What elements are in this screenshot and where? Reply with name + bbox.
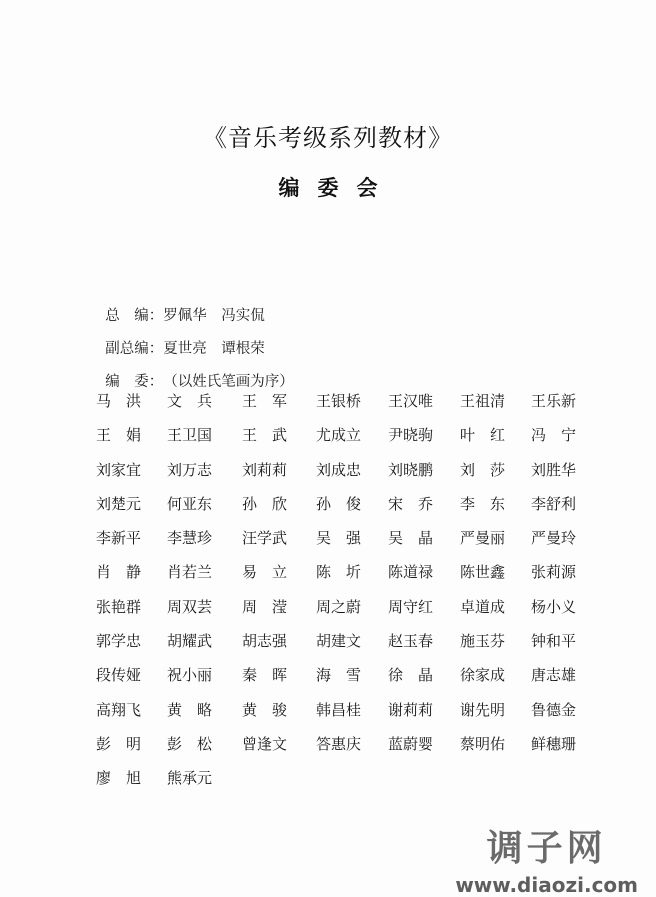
document-title: 《音乐考级系列教材》 <box>203 124 453 152</box>
member-name: 文兵 <box>167 392 228 410</box>
document-subtitle: 编委会 <box>278 176 396 200</box>
chief-editor-label: 总 编： <box>105 308 164 324</box>
member-name: 孙俊 <box>316 494 377 513</box>
chief-editor-line <box>96 288 265 325</box>
member-name: 刘楚元 <box>96 494 142 513</box>
member-name: 刘莉莉 <box>242 460 288 479</box>
committee-label: 编 委： <box>105 374 164 390</box>
member-name: 孙欣 <box>242 494 303 513</box>
member-name: 吴晶 <box>388 529 449 548</box>
member-name: 蓝蔚婴 <box>388 734 434 753</box>
member-name: 冯宁 <box>531 426 592 445</box>
member-name: 李东 <box>460 494 521 513</box>
member-name: 张莉源 <box>531 563 577 582</box>
member-name: 周滢 <box>242 597 303 616</box>
member-name: 黄骏 <box>242 700 303 719</box>
member-name: 蔡明佑 <box>460 734 506 753</box>
member-name: 秦晖 <box>242 666 303 685</box>
member-name: 汪学武 <box>242 529 288 548</box>
member-name: 刘家宜 <box>96 460 142 479</box>
member-name: 刘成忠 <box>316 460 362 479</box>
member-name: 叶红 <box>460 426 521 445</box>
member-name: 刘晓鹏 <box>388 460 434 479</box>
member-name: 胡耀武 <box>167 632 213 651</box>
deputy-editor-line <box>96 321 265 358</box>
member-name: 彭明 <box>96 734 157 753</box>
member-name: 周之蔚 <box>316 597 362 616</box>
member-name: 马洪 <box>96 392 157 410</box>
deputy-editor-names: 夏世亮 谭根荣 <box>163 341 265 357</box>
member-name: 海雪 <box>316 666 377 685</box>
watermark <box>455 820 638 897</box>
member-name: 尹晓驹 <box>388 426 434 445</box>
member-name: 尤成立 <box>316 426 362 445</box>
member-name: 宋乔 <box>388 494 449 513</box>
watermark-site-name: 调子网 <box>486 828 607 869</box>
member-name: 鲁德金 <box>531 700 577 719</box>
member-name: 黄略 <box>167 700 228 719</box>
member-name: 胡志强 <box>242 632 288 651</box>
member-name: 严曼玲 <box>531 529 577 548</box>
member-name: 鲜穗珊 <box>531 734 577 753</box>
member-name: 王银桥 <box>316 392 362 410</box>
member-name: 周双芸 <box>167 597 213 616</box>
member-name: 李慧珍 <box>167 529 213 548</box>
deputy-editor-label: 副总编： <box>105 341 164 357</box>
member-name: 吴强 <box>316 529 377 548</box>
member-name: 严曼丽 <box>460 529 506 548</box>
member-name: 陈道禄 <box>388 563 434 582</box>
member-name: 王汉唯 <box>388 392 434 410</box>
member-name: 卓道成 <box>460 597 506 616</box>
member-name: 易立 <box>242 563 303 582</box>
member-name: 王军 <box>242 392 303 410</box>
member-name: 李舒利 <box>531 494 577 513</box>
member-name: 谢莉莉 <box>388 700 434 719</box>
committee-note: （以姓氏笔画为序） <box>163 374 294 390</box>
member-name: 曾逢文 <box>242 734 288 753</box>
member-name: 王武 <box>242 426 303 445</box>
member-name: 祝小丽 <box>167 666 213 685</box>
member-name: 徐家成 <box>460 666 506 685</box>
watermark-url: www.diaozi.com <box>455 873 638 897</box>
member-name: 高翔飞 <box>96 700 142 719</box>
member-name: 段传娅 <box>96 666 142 685</box>
member-name: 徐晶 <box>388 666 449 685</box>
member-name: 周守红 <box>388 597 434 616</box>
member-name: 王卫国 <box>167 426 213 445</box>
member-name: 王乐新 <box>531 392 577 410</box>
member-name: 胡建文 <box>316 632 362 651</box>
chief-editor-names: 罗佩华 冯实侃 <box>163 308 265 324</box>
member-name: 廖旭 <box>96 769 157 788</box>
member-name: 彭松 <box>167 734 228 753</box>
committee-line <box>96 354 294 391</box>
member-name: 刘胜华 <box>531 460 577 479</box>
member-name: 陈圻 <box>316 563 377 582</box>
member-name: 陈世鑫 <box>460 563 506 582</box>
member-name: 肖若兰 <box>167 563 213 582</box>
member-name: 施玉芬 <box>460 632 506 651</box>
member-name: 何亚东 <box>167 494 213 513</box>
member-name: 熊承元 <box>167 769 213 788</box>
member-name: 李新平 <box>96 529 142 548</box>
member-name: 肖静 <box>96 563 157 582</box>
member-name: 王娟 <box>96 426 157 445</box>
member-name: 王祖清 <box>460 392 506 410</box>
member-name: 韩昌桂 <box>316 700 362 719</box>
member-name: 赵玉春 <box>388 632 434 651</box>
member-name: 答惠庆 <box>316 734 362 753</box>
member-name: 刘莎 <box>460 460 521 479</box>
member-name: 杨小义 <box>531 597 577 616</box>
member-name: 张艳群 <box>96 597 142 616</box>
member-name: 谢先明 <box>460 700 506 719</box>
member-name: 唐志雄 <box>531 666 577 685</box>
member-name: 郭学忠 <box>96 632 142 651</box>
member-name: 钟和平 <box>531 632 577 651</box>
member-name: 刘万志 <box>167 460 213 479</box>
